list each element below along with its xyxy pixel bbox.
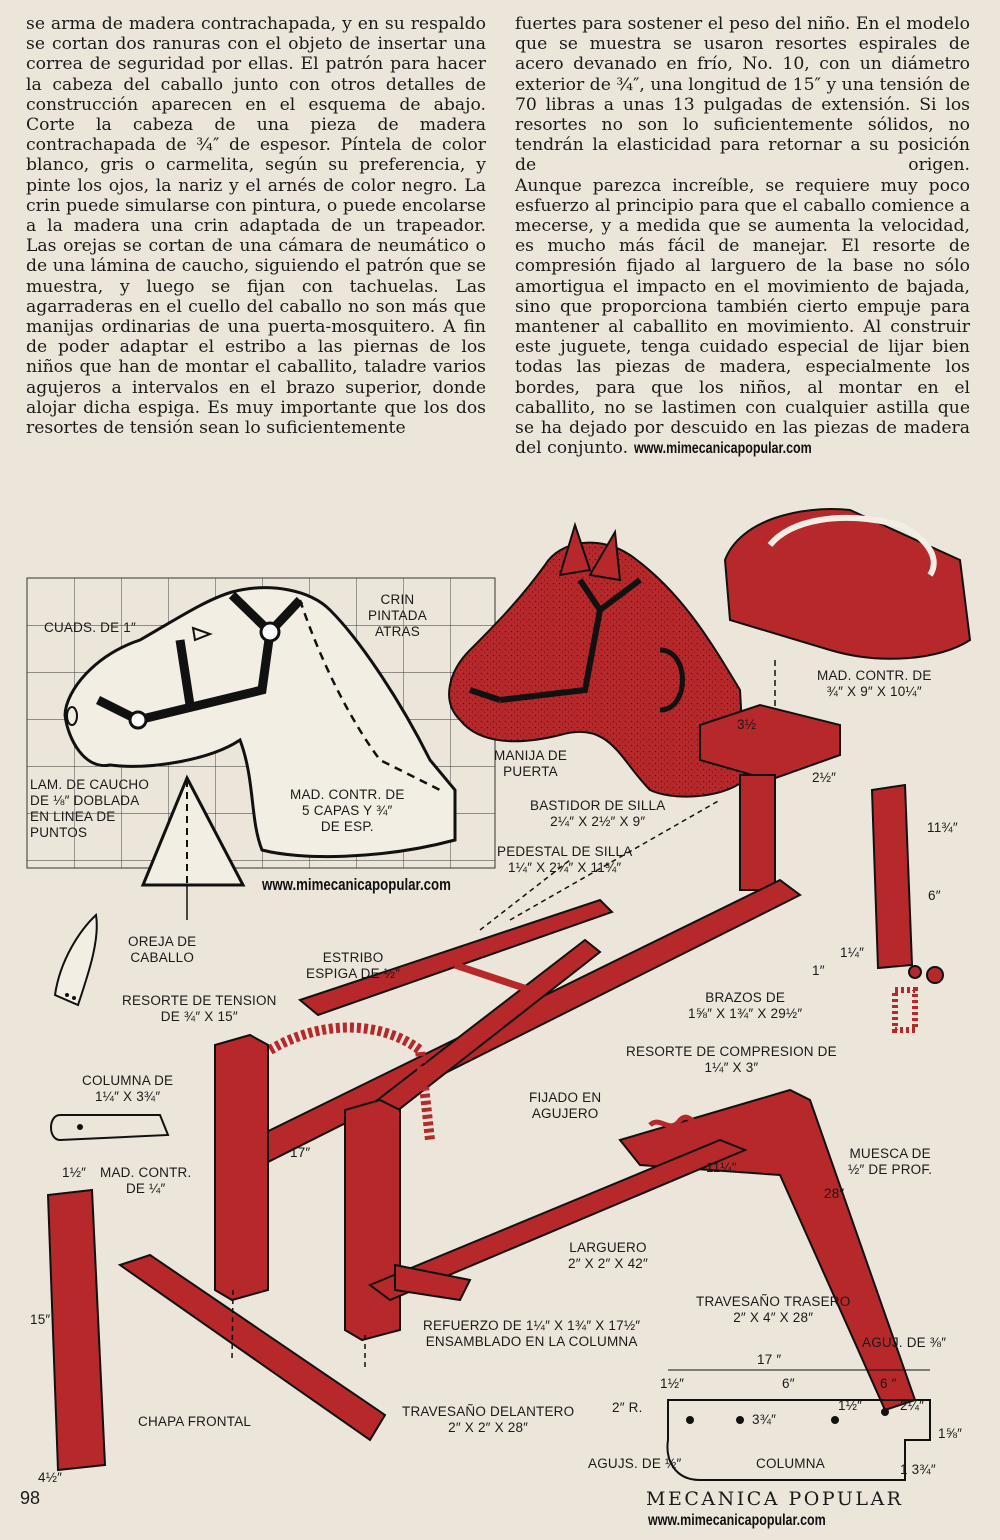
label-compression-spring: RESORTE DE COMPRESION DE 1¼″ X 3″: [626, 1044, 837, 1075]
label-seat-frame: BASTIDOR DE SILLA 2¼″ X 2½″ X 9″: [530, 798, 666, 829]
dim-label: 2″ R.: [612, 1400, 643, 1415]
label-notch: MUESCA DE ½″ DE PROF.: [848, 1146, 933, 1177]
label-seat-plywood: MAD. CONTR. DE ¾″ X 9″ X 10¼″: [817, 668, 932, 699]
label-tension-spring: RESORTE DE TENSION DE ¾″ X 15″: [122, 993, 277, 1024]
label-rear-crossbar: TRAVESAÑO TRASERO 2″ X 4″ X 28″: [696, 1294, 851, 1325]
watermark-text: www.mimecanicapopular.com: [633, 440, 812, 458]
label-rubber-sheet: LAM. DE CAUCHO DE ⅛″ DOBLADA EN LINEA DE PUNTOS: [30, 777, 150, 840]
watermark-text: www.mimecanicapopular.com: [262, 875, 451, 894]
dim-label: 1″: [812, 963, 825, 978]
label-column-size: COLUMNA DE 1¼″ X 3¾″: [82, 1073, 174, 1104]
dim-label: 2¼″: [900, 1398, 925, 1413]
dim-label: 6″: [928, 888, 941, 903]
label-stringer: LARGUERO 2″ X 2″ X 42″: [568, 1240, 648, 1271]
label-painted-mane: CRIN PINTADA ATRAS: [368, 592, 427, 639]
article-paragraph: fuertes para sostener el peso del niño. En el modelo que se muestra se usaron resortes espirales de acero devanado en frío, No. 10, con un diámetro exterior de ¾″, una longitud de 15″ y una tensión de 70 libras a unas 13 pulgadas de extensión. Si los resortes no son lo suficientemente sólidos, no tendrán la elasticidad para retornar a su posición de origen.: [515, 14, 970, 176]
dim-label: 6 ″: [880, 1376, 897, 1391]
dim-label: 4½″: [38, 1470, 63, 1485]
article-paragraph: Aunque parezca increíble, se requiere muy poco esfuerzo al principio para que el caballo comience a mecerse, y a medida que se aumenta la velocidad, es mucho más fácil de manejar. El resorte de compresión fijado al larguero de la base no sólo amortigua el impacto en el movimiento de bajada, sino que proporciona también cierto empuje para mantener al caballito en movimiento. Al construir este juguete, tenga cuidado especial de lijar bien todas las piezas de madera, especialmente los bordes, para que los niños, al montar en el caballito, no se lastimen con cualquier astilla que se ha dejado por descuido en las piezas de madera del conjunto. www.mimecanicapopular.com: [515, 175, 970, 459]
dim-label: 11¼″: [706, 1160, 737, 1175]
label-brace: REFUERZO DE 1¼″ X 1¾″ X 17½″ ENSAMBLADO EN LA COLUMNA: [423, 1318, 641, 1349]
label-plywood-quarter: MAD. CONTR. DE ¼″: [100, 1165, 192, 1196]
label-stirrup: ESTRIBO ESPIGA DE ½″: [306, 950, 401, 981]
dim-label: 3¾″: [752, 1412, 777, 1427]
article-paragraph: se arma de madera contrachapada, y en su respaldo se cortan dos ranuras con el objeto de insertar una correa de seguridad por ellas. El patrón para hacer la cabeza del caballo junto con otros detalles de construcción aparecen en el esquema de abajo. Corte la cabeza de una pieza de madera contrachapada de ¾″ de espesor. Píntela de color blanco, gris o carmelita, según su preferencia, y pinte los ojos, la nariz y el arnés de color negro. La crin puede simularse con pintura, o puede encolarse a la madera una crin adaptada de un trapeador.: [26, 14, 486, 237]
label-plywood-5-ply: MAD. CONTR. DE 5 CAPAS Y ¾″ DE ESP.: [290, 787, 405, 834]
dim-label: 17 ″: [757, 1352, 782, 1367]
label-arms: BRAZOS DE 1⅝″ X 1¾″ X 29½″: [688, 990, 803, 1021]
label-column: COLUMNA: [756, 1456, 825, 1471]
dim-label: 1½″: [660, 1376, 685, 1391]
dim-label: 1½″: [62, 1165, 87, 1180]
label-horse-ear: OREJA DE CABALLO: [128, 934, 197, 965]
dim-label: 1⅝″: [938, 1426, 963, 1441]
dim-label: 1¼″: [840, 945, 865, 960]
dim-label: 17″: [290, 1145, 311, 1160]
dim-label: 2½″: [812, 770, 837, 785]
dim-label: 1½″: [838, 1398, 863, 1413]
label-front-crossbar: TRAVESAÑO DELANTERO 2″ X 2″ X 28″: [402, 1404, 575, 1435]
label-holes-half: AGUJS. DE ½″: [588, 1456, 682, 1471]
dim-label: 3½: [737, 717, 757, 732]
dim-label: 6″: [782, 1376, 795, 1391]
label-front-plate: CHAPA FRONTAL: [138, 1414, 252, 1429]
dim-label: 1 3¾″: [900, 1462, 936, 1477]
dim-label: 11¾″: [927, 820, 958, 835]
dim-label: 28″: [824, 1186, 845, 1201]
label-hole-3-8: AGUJ. DE ⅜″: [862, 1335, 947, 1350]
label-seat-pedestal: PEDESTAL DE SILLA 1¼″ X 2¼″ X 11¾″: [497, 844, 633, 875]
column-profile-icon: [51, 1115, 168, 1140]
seat-frame-illustration: [700, 705, 943, 1030]
ear-cutout-icon: [55, 915, 97, 1005]
dim-label: 15″: [30, 1312, 51, 1327]
page-number: 98: [20, 1488, 41, 1508]
magazine-title: MECANICA POPULAR: [646, 1488, 904, 1510]
watermark-text: www.mimecanicapopular.com: [648, 1512, 826, 1529]
label-fixed-in-hole: FIJADO EN AGUJERO: [529, 1090, 602, 1121]
label-door-handle: MANIJA DE PUERTA: [494, 748, 568, 779]
label-grid-squares: CUADS. DE 1″: [44, 620, 136, 635]
article-paragraph: Las orejas se cortan de una cámara de neumático o de una lámina de caucho, siguiendo el patrón que se muestra, y luego se fijan con tachuelas. Las agarraderas en el cuello del caballo no son más que manijas ordinarias de una puerta-mosquitero. A fin de poder adaptar el estribo a las piernas de los niños que han de montar el caballito, taladre varios agujeros a intervalos en el brazo superior, donde alojar dicha espiga. Es muy importante que los dos resortes de tensión sean lo suficientemente: [26, 236, 486, 439]
